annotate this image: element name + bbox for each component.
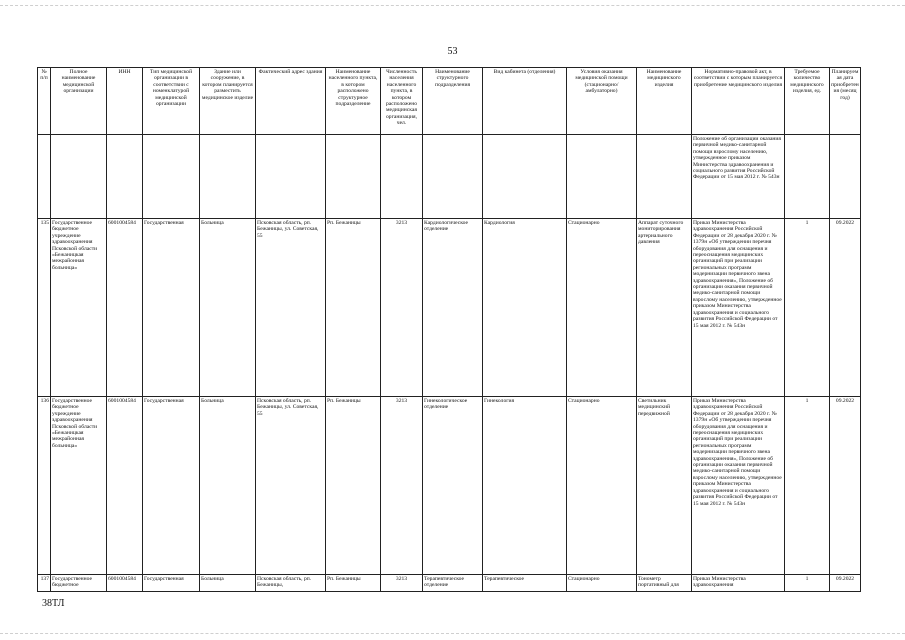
row-device: Тонометр портативный для [637, 575, 692, 592]
row-conditions: Стационарно [567, 575, 637, 592]
row-population: 3213 [381, 575, 423, 592]
header-device: Наименование медицинского изделия [637, 68, 692, 135]
row-population: 3213 [381, 219, 423, 397]
registry-table [37, 67, 861, 592]
row-act: Приказ Министерства здравоохранения Российской Федерации от 28 декабря 2020 г. № 1379н «Об утверждении перечня оборудования для оснащения и переоснащения медицинских организаций при реализации региональных программ модернизации первичного звена здравоохранения», Положение об организации оказания первичной медико-санитарной помощи взрослому населению, утвержденное приказом Министерства здравоохранения и социального развития Российской Федерации от 15 мая 2012 г. № 543н [692, 397, 785, 575]
row-address: Псковская область, рп. Бежаницы, ул. Советская, 55 [256, 397, 326, 575]
row-building: Больница [200, 575, 256, 592]
header-inn: ИНН [107, 68, 143, 135]
row-type: Государственная [143, 397, 200, 575]
table-row [38, 397, 861, 575]
row-num: 136 [38, 397, 51, 575]
row-org: Государственное бюджетное [51, 575, 107, 592]
header-address: Фактический адрес здания [256, 68, 326, 135]
table-row [38, 575, 861, 592]
row-conditions: Стационарно [567, 219, 637, 397]
row-org: Государственное бюджетное учреждение здравоохранения Псковской области «Бежаницкая межрайонная больница» [51, 219, 107, 397]
row-cabinet: Гинекология [483, 397, 567, 575]
page-number: 53 [447, 46, 458, 57]
row-date: 09.2022 [830, 219, 861, 397]
table-row-continuation [38, 135, 861, 219]
header-locality: Наименование населенного пункта, в котором расположено структурное подразделение [326, 68, 381, 135]
row-conditions: Стационарно [567, 397, 637, 575]
row-device: Светильник медицинский передвижной [637, 397, 692, 575]
row-type: Государственная [143, 219, 200, 397]
row-address: Псковская область, рп. Бежаницы, ул. Советская, 55 [256, 219, 326, 397]
header-conditions: Условия оказания медицинской помощи (стационарно/ амбулаторно) [567, 68, 637, 135]
table-row [38, 219, 861, 397]
header-act: Нормативно-правовой акт, в соответствии с которым планируется приобретение медицинского изделия [692, 68, 785, 135]
header-org: Полное наименование медицинской организации [51, 68, 107, 135]
row-address: Псковская область, рп. Бежаницы, [256, 575, 326, 592]
row-building: Больница [200, 219, 256, 397]
row-device: Аппарат суточного мониторирования артериального давления [637, 219, 692, 397]
header-unit: Наименование структурного подразделения [423, 68, 483, 135]
row-date: 09.2022 [830, 575, 861, 592]
row-qty: 1 [785, 575, 830, 592]
header-cabinet: Вид кабинета (отделения) [483, 68, 567, 135]
row-num: 137 [38, 575, 51, 592]
row-unit: Кардиологическое отделение [423, 219, 483, 397]
row-type: Государственная [143, 575, 200, 592]
row-cabinet: Кардиология [483, 219, 567, 397]
header-row [38, 68, 861, 135]
row-act: Приказ Министерства здравоохранения Российской Федерации от 28 декабря 2020 г. № 1379н «Об утверждении перечня оборудования для оснащения и переоснащения медицинских организаций при реализации региональных программ модернизации первичного звена здравоохранения», Положение об организации оказания первичной медико-санитарной помощи взрослому населению, утвержденное приказом Министерства здравоохранения и социального развития Российской Федерации от 15 мая 2012 г. № 543н [692, 219, 785, 397]
continuation-act: Положение об организации оказания первичной медико-санитарной помощи взрослому населению, утвержденное приказом Министерства здравоохранения и социального развития Российской Федерации от 15 мая 2012 г. № 543н [692, 135, 785, 219]
row-locality: Рп. Бежаницы [326, 397, 381, 575]
row-inn: 6001004584 [107, 219, 143, 397]
header-building: Здание или сооружение, в котором планируется разместить медицинское изделие [200, 68, 256, 135]
row-locality: Рп. Бежаницы [326, 575, 381, 592]
row-population: 3213 [381, 397, 423, 575]
header-population: Численность населения населенного пункта, в котором расположено медицинская организация, чел. [381, 68, 423, 135]
row-num: 135 [38, 219, 51, 397]
row-act: Приказ Министерства здравоохранения [692, 575, 785, 592]
row-inn: 6001004584 [107, 575, 143, 592]
scan-edge-top [0, 5, 905, 8]
header-qty: Требуемое количество медицинского изделия, ед. [785, 68, 830, 135]
row-inn: 6001004584 [107, 397, 143, 575]
row-locality: Рп. Бежаницы [326, 219, 381, 397]
footer-code: 38ТЛ [42, 598, 65, 609]
scan-edge-bottom [0, 633, 905, 636]
row-cabinet: Терапевтическое [483, 575, 567, 592]
row-building: Больница [200, 397, 256, 575]
row-qty: 1 [785, 397, 830, 575]
row-qty: 1 [785, 219, 830, 397]
header-type: Тип медицинской организации в соответствии с номенклатурой медицинской организации [143, 68, 200, 135]
header-date: Планируемая дата приобретения (месяц год) [830, 68, 861, 135]
row-org: Государственное бюджетное учреждение здравоохранения Псковской области «Бежаницкая межрайонная больница» [51, 397, 107, 575]
row-date: 09.2022 [830, 397, 861, 575]
row-unit: Терапевтическое отделение [423, 575, 483, 592]
row-unit: Гинекологическое отделение [423, 397, 483, 575]
header-num: № п/п [38, 68, 51, 135]
